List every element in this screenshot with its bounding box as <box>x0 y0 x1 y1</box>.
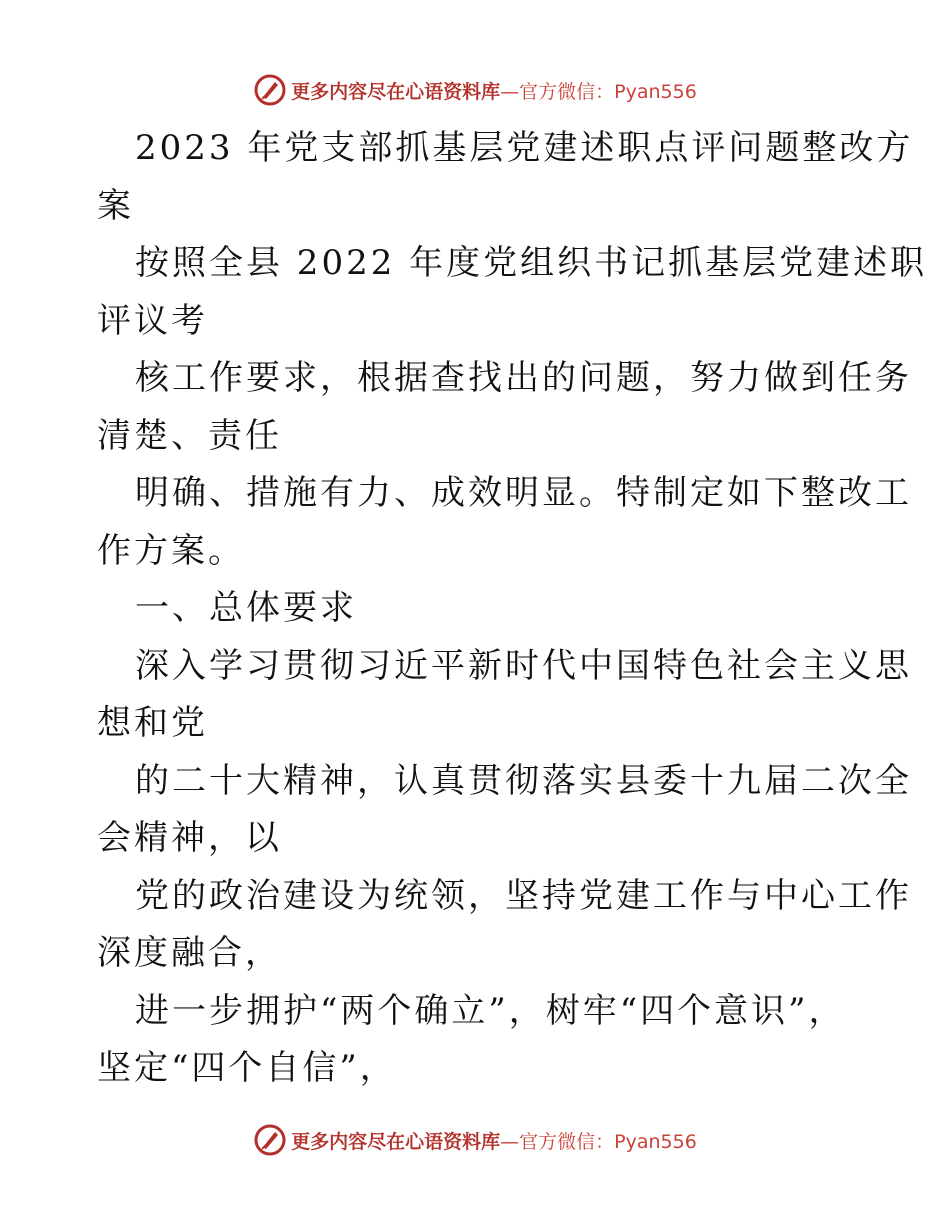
text-line: 明确、措施有力、成效明显。特制定如下整改工 <box>135 473 912 513</box>
logo-icon <box>253 73 287 107</box>
text-line: 一、总体要求 <box>135 588 357 628</box>
footer-banner <box>0 1120 950 1160</box>
text-line: 的二十大精神，认真贯彻落实县委十九届二次全 <box>135 760 912 801</box>
text-line: 2023 年党支部抓基层党建述职点评问题整改方 <box>135 128 914 168</box>
banner-brand: 更多内容尽在心语资料库 <box>291 1130 501 1153</box>
text-line: 清楚、责任 <box>97 415 282 456</box>
text-line: 深入学习贯彻习近平新时代中国特色社会主义思 <box>135 645 912 686</box>
banner-contact: —官方微信：Pyan556 <box>500 1130 697 1153</box>
banner-brand: 更多内容尽在心语资料库 <box>291 80 501 103</box>
document-body <box>97 120 928 1098</box>
text-line: 深度融合， <box>97 933 282 973</box>
text-line: 案 <box>97 185 134 226</box>
text-line: 评议考 <box>97 300 208 341</box>
text-line: 作方案。 <box>97 530 245 571</box>
text-line: 坚定“四个自信”， <box>97 1048 397 1088</box>
text-line: 会精神，以 <box>97 818 282 858</box>
logo-icon <box>253 1123 287 1157</box>
text-line: 想和党 <box>97 703 208 743</box>
banner-contact: —官方微信：Pyan556 <box>500 80 697 103</box>
header-banner <box>0 70 950 110</box>
text-line: 进一步拥护“两个确立”，树牢“四个意识”， <box>135 990 846 1031</box>
text-line: 按照全县 2022 年度党组织书记抓基层党建述职 <box>135 243 928 283</box>
text-line: 党的政治建设为统领，坚持党建工作与中心工作 <box>135 875 912 916</box>
text-line: 核工作要求，根据查找出的问题，努力做到任务 <box>135 358 912 398</box>
